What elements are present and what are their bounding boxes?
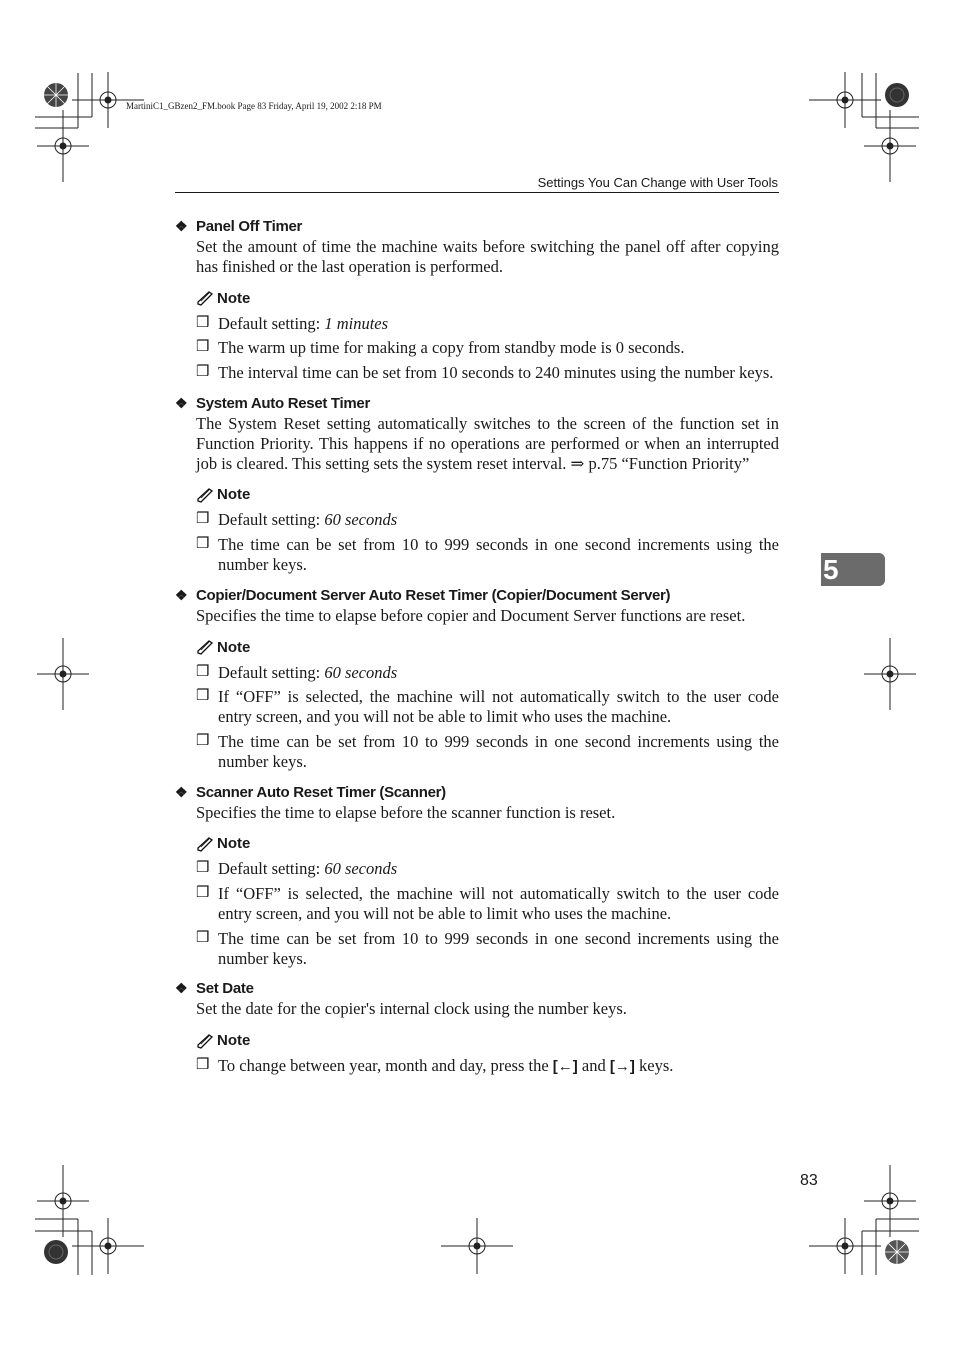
pencil-icon [196, 640, 214, 655]
file-stamp: MartiniC1_GBzen2_FM.book Page 83 Friday, April 19, 2002 2:18 PM [126, 101, 382, 111]
note-item: ❒ The time can be set from 10 to 999 seconds in one second increments using the number keys. [196, 535, 779, 574]
chapter-tab [821, 553, 885, 586]
section-body: Specifies the time to elapse before the scanner function is reset. [196, 802, 616, 822]
chapter-number: 5 [823, 554, 839, 585]
checkbox-icon: ❒ [196, 536, 210, 553]
checkbox-icon: ❒ [196, 663, 210, 680]
note-item: ❒ The time can be set from 10 to 999 seconds in one second increments using the number keys. [196, 731, 779, 771]
note-block [196, 834, 779, 968]
checkbox-icon: ❒ [196, 860, 210, 877]
diamond-bullet-icon: ❖ [175, 980, 188, 997]
section-title: ❖ Set Date [175, 980, 254, 998]
pencil-icon [196, 291, 214, 306]
note-item: ❒ Default setting: 1 minutes [196, 313, 389, 333]
right-arrow-key: [→] [609, 1058, 635, 1076]
note-item: ❒ The time can be set from 10 to 999 seconds in one second increments using the number keys. [196, 928, 779, 968]
section-scanner-auto-reset-timer [175, 782, 779, 969]
checkbox-icon: ❒ [196, 885, 210, 902]
section-title: ❖ Scanner Auto Reset Timer (Scanner) [175, 783, 446, 801]
pencil-icon [196, 837, 214, 852]
page-number: 83 [800, 1172, 818, 1189]
checkbox-icon: ❒ [196, 732, 210, 749]
header-rule [175, 192, 779, 193]
checkbox-icon: ❒ [196, 1057, 210, 1074]
note-block [196, 1031, 779, 1077]
checkbox-icon: ❒ [196, 364, 210, 381]
diamond-bullet-icon: ❖ [175, 218, 188, 234]
section-system-auto-reset-timer [175, 393, 779, 575]
note-block [196, 485, 779, 574]
note-item: ❒ Default setting: 60 seconds [196, 510, 398, 530]
note-heading: Note [196, 834, 779, 854]
note-heading: Note [196, 485, 779, 505]
diamond-bullet-icon: ❖ [175, 586, 188, 603]
section-title: ❖ Panel Off Timer [175, 218, 303, 235]
section-title: ❖ Copier/Document Server Auto Reset Timer (Copier/Document Server) [175, 586, 671, 604]
note-item: ❒ The interval time can be set from 10 seconds to 240 minutes using the number keys. [196, 363, 774, 383]
pencil-icon [196, 488, 214, 503]
note-heading: Note [196, 289, 779, 309]
section-set-date [175, 978, 779, 1077]
left-arrow-key: [←] [552, 1058, 578, 1076]
checkbox-icon: ❒ [196, 511, 210, 528]
diamond-bullet-icon: ❖ [175, 783, 188, 800]
note-heading: Note [196, 1031, 779, 1051]
section-title: ❖ System Auto Reset Timer [175, 394, 370, 412]
checkbox-icon: ❒ [196, 688, 210, 705]
checkbox-icon: ❒ [196, 314, 210, 331]
note-item: ❒ Default setting: 60 seconds [196, 859, 398, 879]
checkbox-icon: ❒ [196, 929, 210, 946]
note-item: ❒ To change between year, month and day, press the [←] and [→] keys. [196, 1056, 674, 1076]
checkbox-icon: ❒ [196, 339, 210, 356]
note-heading: Note [196, 638, 779, 658]
page-content [175, 216, 779, 1077]
section-body: Set the date for the copier's internal clock using the number keys. [196, 999, 627, 1019]
section-copier-document-server-auto-reset-timer [175, 585, 779, 772]
diamond-bullet-icon: ❖ [175, 394, 188, 411]
note-item: ❒ If “OFF” is selected, the machine will not automatically switch to the user code entry screen, and you will not be able to limit who uses the machine. [196, 687, 779, 727]
pencil-icon [196, 1034, 214, 1049]
section-body: The System Reset setting automatically switches to the screen of the function set in Function Priority. This happens if no operations are performed or when an interrupted job is cleared. This setting sets the system reset interval. ⇒ p.75 “Function Priority” [196, 413, 779, 473]
note-item: ❒ Default setting: 60 seconds [196, 662, 398, 682]
note-block [196, 638, 779, 772]
section-panel-off-timer [175, 216, 779, 383]
note-item: ❒ The warm up time for making a copy from standby mode is 0 seconds. [196, 338, 685, 358]
note-item: ❒ If “OFF” is selected, the machine will not automatically switch to the user code entry screen, and you will not be able to limit who uses the machine. [196, 884, 779, 923]
note-block [196, 289, 779, 383]
running-head: Settings You Can Change with User Tools [537, 175, 778, 190]
section-body: Specifies the time to elapse before copier and Document Server functions are reset. [196, 605, 746, 625]
section-body: Set the amount of time the machine waits before switching the panel off after copying has finished or the last operation is performed. [196, 237, 779, 276]
